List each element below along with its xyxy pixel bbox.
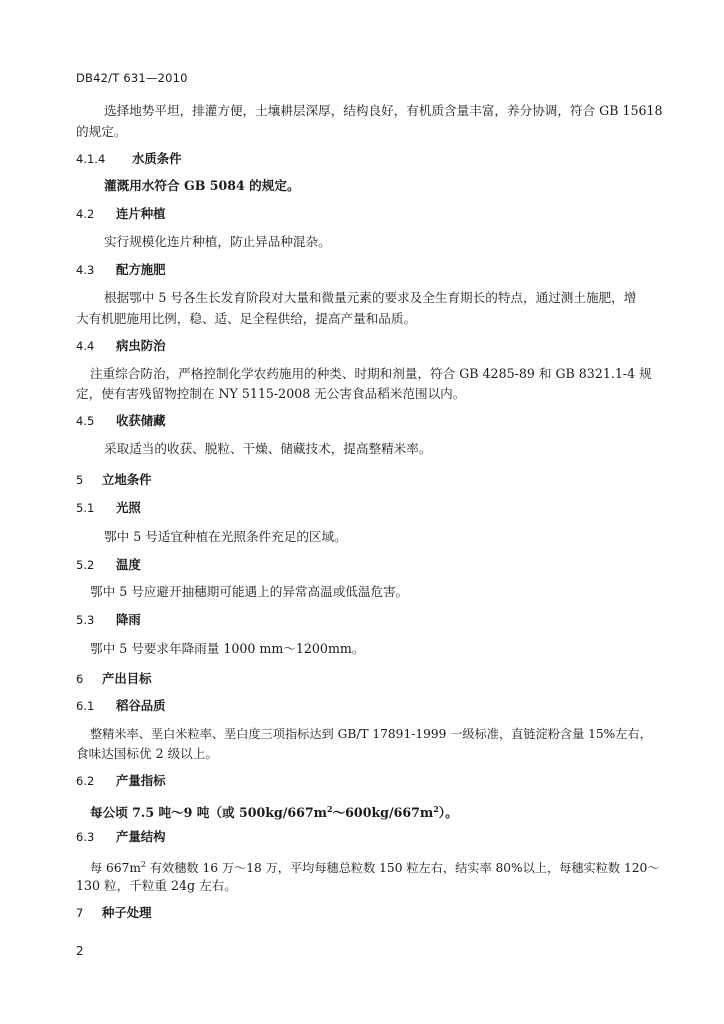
paragraph-line: 大有机肥施用比例，稳、适、足全程供给，提高产量和品质。 xyxy=(76,311,417,326)
section-heading-6: 6 产出目标 xyxy=(76,671,152,686)
section-heading-6-2: 6.2 产量指标 xyxy=(76,773,166,788)
paragraph-line: 的规定。 xyxy=(76,124,127,139)
section-heading-7: 7 种子处理 xyxy=(76,905,152,920)
yield-target-line: 每公顷 7.5 吨～9 吨（或 $500kg/667m^2\sim 600kg/667m^2$）。 xyxy=(90,804,458,821)
paragraph-line: 鄂中 5 号适宜种植在光照条件充足的区域。 xyxy=(104,529,347,544)
paragraph-line: 选择地势平坦，排灌方便，土壤耕层深厚，结构良好，有机质含量丰富，养分协调，符合 GB 15618 xyxy=(104,103,663,118)
section-heading-5-1: 5.1 光照 xyxy=(76,500,141,515)
section-heading-4-3: 4.3 配方施肥 xyxy=(76,262,166,277)
paragraph-line: 鄂中 5 号应避开抽穗期可能遇上的异常高温或低温危害。 xyxy=(90,584,409,599)
standard-code-header: DB42/T 631—2010 xyxy=(76,71,188,85)
section-heading-4-5: 4.5 收获储藏 xyxy=(76,413,166,428)
paragraph-line: 鄂中 5 号要求年降雨量 1000 mm～1200mm。 xyxy=(90,641,365,656)
section-heading-6-1: 6.1 稻谷品质 xyxy=(76,698,166,713)
section-heading-4-1-4: 4.1.4 水质条件 xyxy=(76,151,182,166)
paragraph-line: 整精米率、垩白米粒率、垩白度三项指标达到 GB/T 17891-1999 一级标准，直链淀粉含量 15%左右， xyxy=(90,727,652,741)
paragraph-line: 采取适当的收获、脱粒、干燥、储藏技术，提高整精米率。 xyxy=(104,441,432,456)
paragraph-line: 实行规模化连片种植，防止异品种混杂。 xyxy=(104,234,331,249)
section-heading-5-2: 5.2 温度 xyxy=(76,557,141,572)
section-heading-4-2: 4.2 连片种植 xyxy=(76,206,166,221)
section-heading-6-3: 6.3 产量结构 xyxy=(76,829,166,844)
paragraph-line: 130 粒，千粒重 24g 左右。 xyxy=(76,878,237,893)
paragraph-line: 根据鄂中 5 号各生长发育阶段对大量和微量元素的要求及全生育期长的特点，通过测土施肥，增 xyxy=(104,290,637,305)
yield-structure-line: 每 $667m^2$ 有效穗数 16 万～18 万，平均每穗总粒数 150 粒左右，结实率 80%以上，每穗实粒数 120～ xyxy=(90,860,660,876)
section-heading-5-3: 5.3 降雨 xyxy=(76,612,141,627)
paragraph-line: 灌溉用水符合 GB 5084 的规定。 xyxy=(104,178,300,193)
paragraph-line: 食味达国标优 2 级以上。 xyxy=(76,746,218,761)
paragraph-line: 注重综合防治，严格控制化学农药施用的种类、时期和剂量，符合 GB 4285-89 和 GB 8321.1-4 规 xyxy=(90,366,652,381)
section-heading-4-4: 4.4 病虫防治 xyxy=(76,338,166,353)
page-number: 2 xyxy=(76,944,84,958)
section-heading-5: 5 立地条件 xyxy=(76,472,152,487)
paragraph-line: 定，使有害残留物控制在 NY 5115-2008 无公害食品稻米范围以内。 xyxy=(76,386,466,401)
